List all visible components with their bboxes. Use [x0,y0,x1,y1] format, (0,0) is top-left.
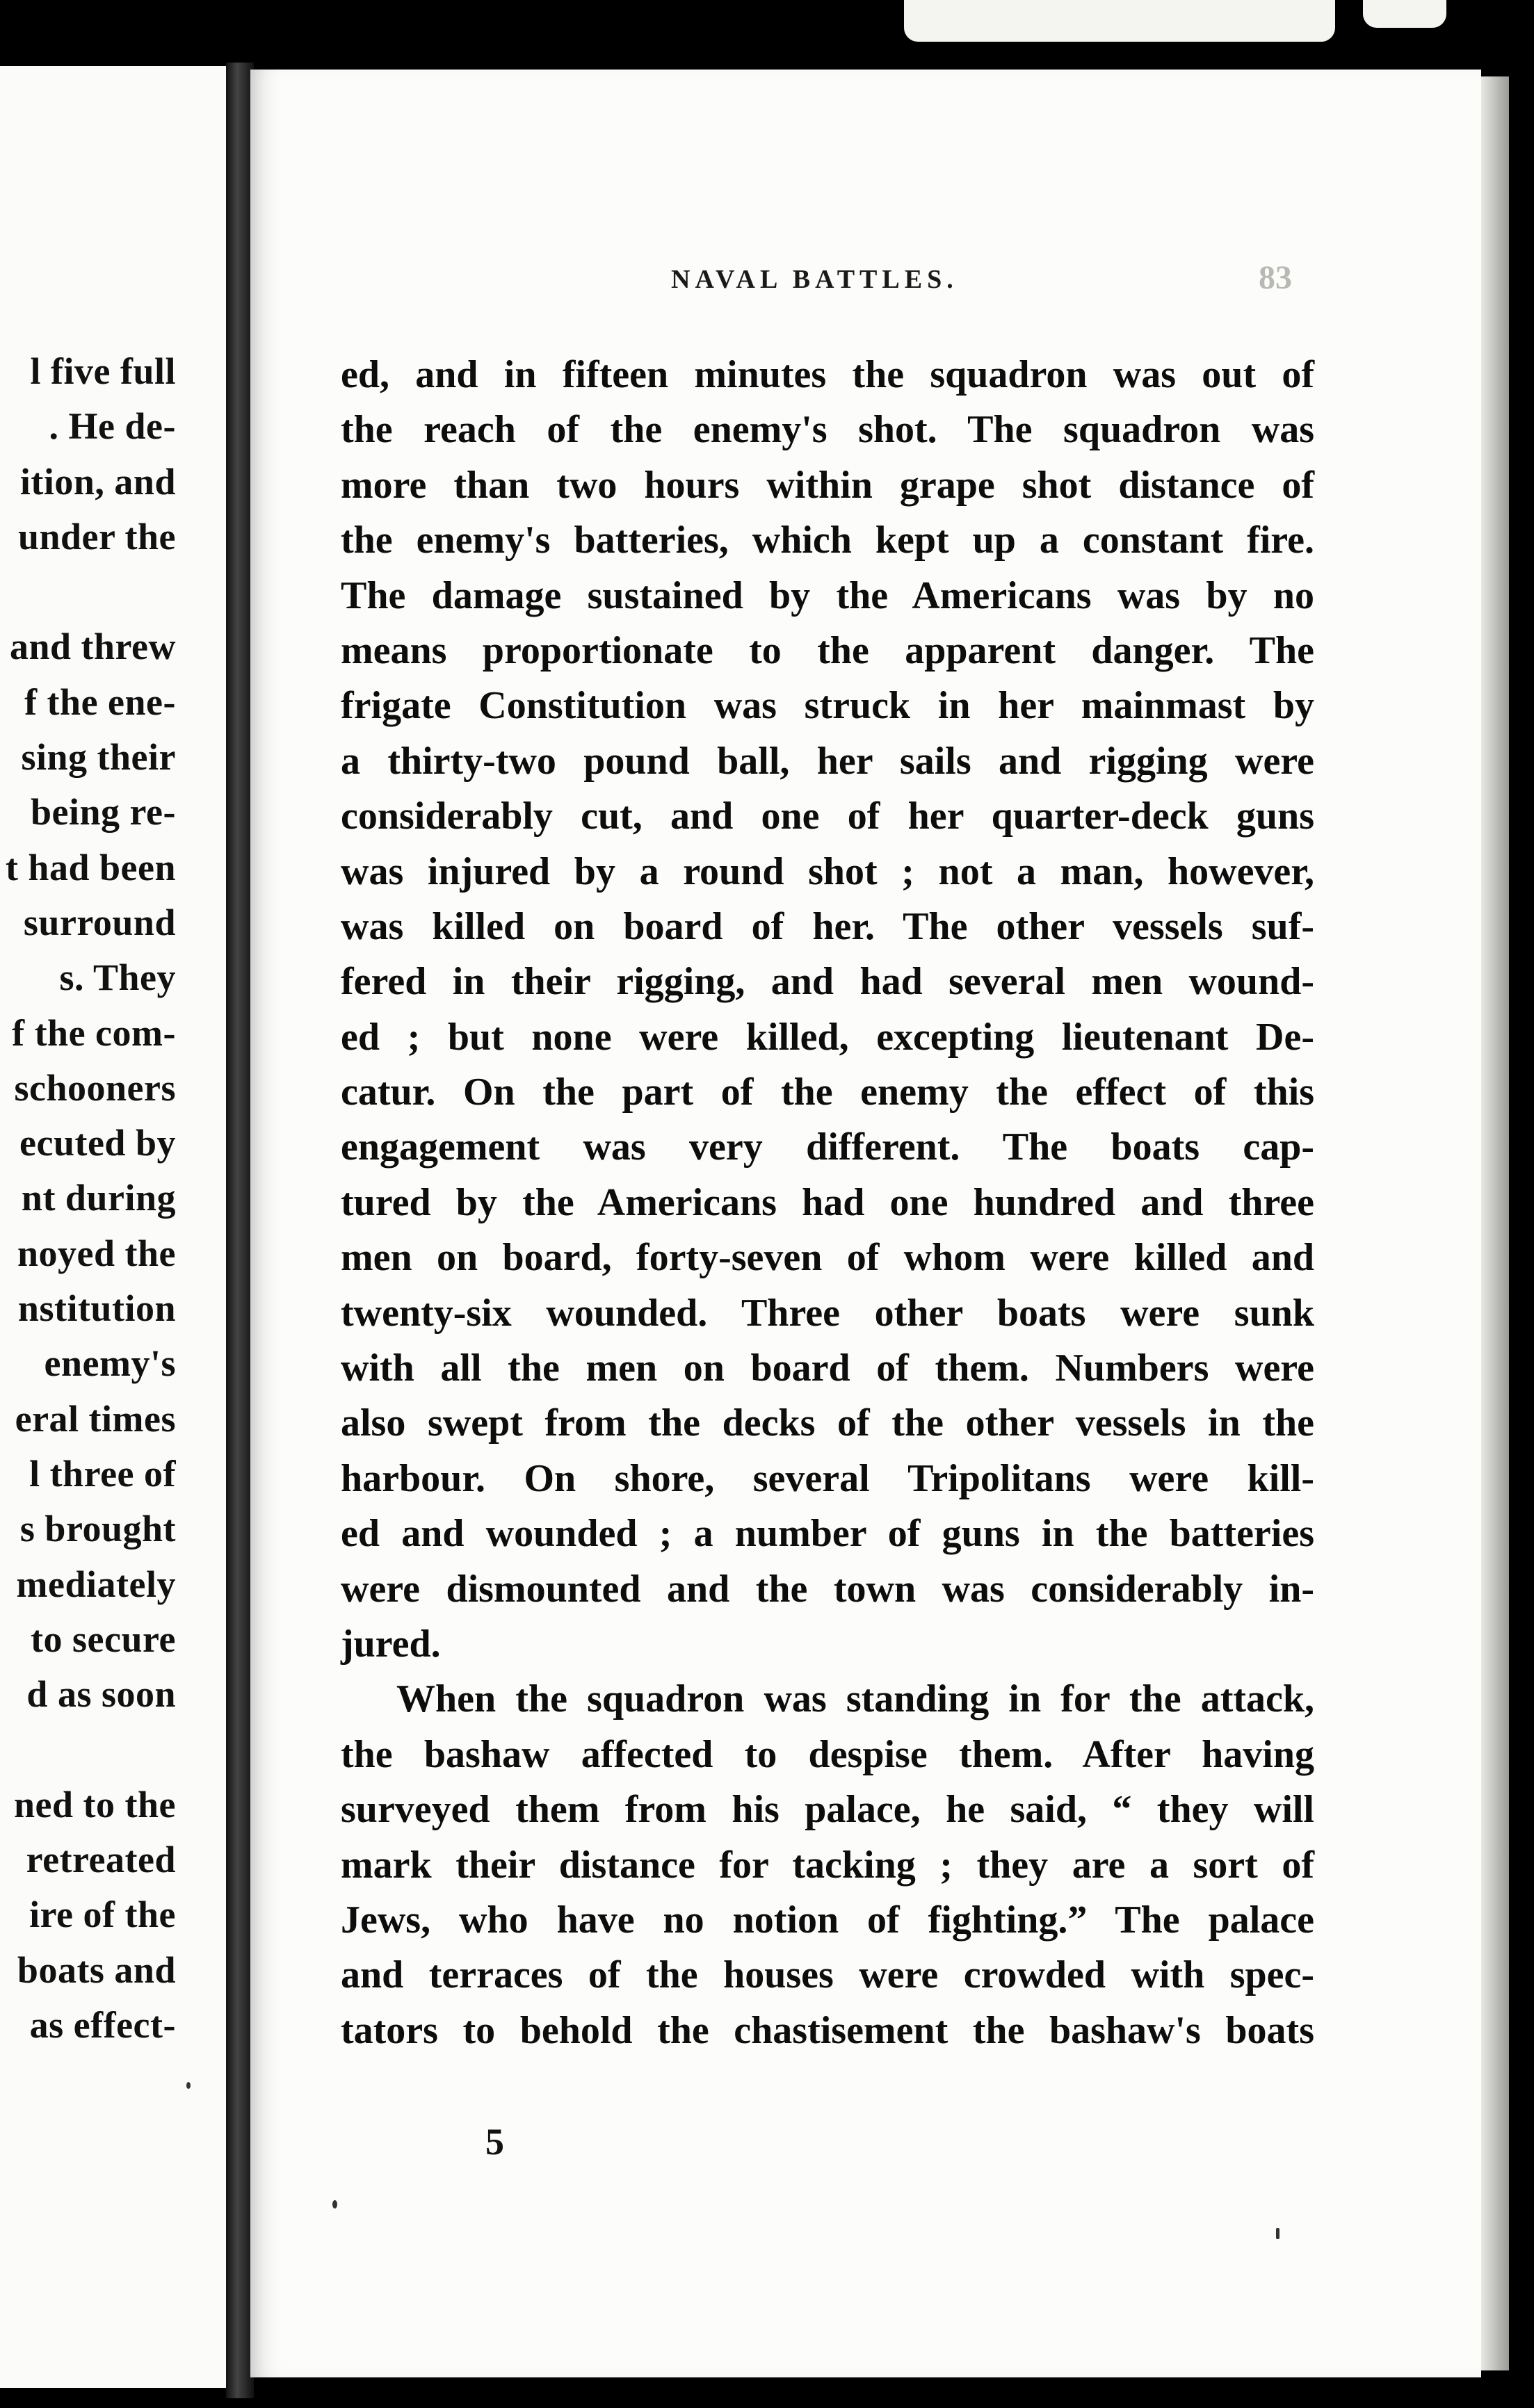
previous-page-line: ire of the [29,1894,176,1936]
text-line: means proportionate to the apparent danger. The [341,628,1314,672]
text-line: fered in their rigging, and had several men wound- [341,960,1314,1004]
previous-page-line: ition, and [19,460,176,503]
text-line: engagement was very different. The boats cap- [341,1125,1314,1169]
page-edge [1481,76,1509,2370]
book-gutter [226,63,254,2398]
text-line: ed ; but none were killed, excepting lieutenant De- [341,1015,1314,1059]
previous-page-line: sing their [21,736,176,779]
text-line: more than two hours within grape shot distance of [341,463,1314,507]
previous-page-line: and threw [9,626,176,668]
text-line: was injured by a round shot ; not a man, however, [341,849,1314,893]
text-line: twenty-six wounded. Three other boats were sunk [341,1291,1314,1335]
previous-page-line: as effect- [29,2003,176,2046]
text-line: were dismounted and the town was considerably in- [341,1567,1314,1611]
previous-page-line: enemy's [44,1342,176,1385]
previous-page-line: s. They [59,957,176,999]
previous-page-line [0,564,176,619]
previous-page-line: surround [23,901,176,943]
text-line: surveyed them from his palace, he said, “ they will [341,1788,1314,1832]
ink-speck [1276,2228,1279,2239]
text-line: considerably cut, and one of her quarter-deck guns [341,795,1314,838]
text-line: a thirty-two pound ball, her sails and rigging were [341,739,1314,783]
ink-speck [186,2082,191,2089]
text-line: and terraces of the houses were crowded with spec- [341,1953,1314,1997]
text-line: with all the men on board of them. Numbers were [341,1347,1314,1390]
previous-page-line: nstitution [17,1287,176,1330]
text-line: catur. On the part of the enemy the effect of this [341,1071,1314,1114]
previous-page-line: retreated [26,1839,176,1881]
text-line: frigate Constitution was struck in her mainmast by [341,684,1314,728]
text-line: the reach of the enemy's shot. The squadron was [341,408,1314,452]
text-line: harbour. On shore, several Tripolitans were kill- [341,1456,1314,1500]
running-head [250,259,1481,313]
previous-page-text [0,344,176,2053]
previous-page-line: f the ene- [24,681,176,723]
previous-page-line: l five full [30,350,176,392]
previous-page-line: nt during [21,1177,176,1219]
previous-page-line: . He de- [49,405,176,448]
previous-page-line: noyed the [17,1232,176,1274]
text-line: tured by the Americans had one hundred and three [341,1180,1314,1224]
top-paper-edge [904,0,1335,42]
previous-page-line: ecuted by [19,1122,176,1164]
text-line: ed and wounded ; a number of guns in the batteries [341,1512,1314,1556]
current-page [250,70,1481,2377]
running-title: NAVAL BATTLES. [671,265,958,294]
text-line: men on board, forty-seven of whom were killed and [341,1236,1314,1280]
previous-page-line [0,1722,176,1777]
signature-mark: 5 [485,2121,504,2163]
page-number: 83 [1259,259,1292,296]
previous-page-line: s brought [19,1508,176,1550]
top-paper-edge-right [1363,0,1446,28]
text-line: tators to behold the chastisement the bashaw's boats [341,2008,1314,2052]
text-line: The damage sustained by the Americans was by no [341,573,1314,617]
previous-page-line: under the [17,515,176,558]
previous-page-line: t had been [5,846,176,888]
previous-page-line: d as soon [26,1673,176,1716]
previous-page-line: f the com- [12,1011,176,1054]
previous-page-line: l three of [29,1452,176,1495]
previous-page-line: mediately [16,1563,176,1605]
text-line: When the squadron was standing in for the attack, [396,1677,1314,1721]
previous-page-line: to secure [31,1618,176,1660]
previous-page-line: boats and [17,1949,176,1991]
text-line: the bashaw affected to despise them. After having [341,1732,1314,1776]
previous-page-line: ned to the [14,1783,176,1825]
previous-page-line: being re- [31,791,176,833]
text-line: ed, and in fifteen minutes the squadron was out of [341,353,1314,396]
previous-page-line: eral times [15,1397,176,1440]
previous-page-fragment [0,66,243,2388]
ink-speck [332,2200,337,2208]
text-line: jured. [341,1622,441,1666]
text-line: mark their distance for tacking ; they are a sort of [341,1843,1314,1887]
text-line: also swept from the decks of the other vessels in the [341,1401,1314,1445]
body-text [341,348,1314,2058]
previous-page-line: schooners [14,1066,176,1109]
text-line: Jews, who have no notion of fighting.” The palace [341,1898,1314,1942]
text-line: was killed on board of her. The other vessels suf- [341,904,1314,948]
text-line: the enemy's batteries, which kept up a constant fire. [341,519,1314,562]
